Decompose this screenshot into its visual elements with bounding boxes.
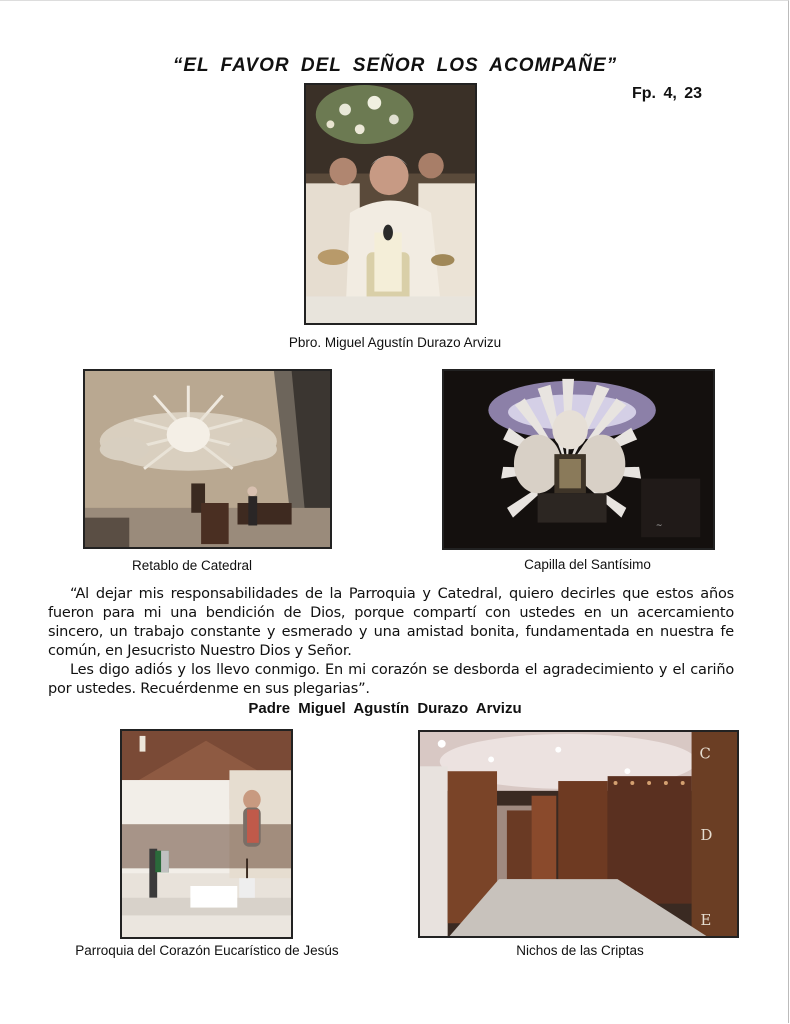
farewell-message — [48, 585, 734, 699]
chapel-photo-caption: Capilla del Santísimo — [524, 557, 651, 572]
crypt-letter-d: D — [700, 826, 713, 844]
signature: Padre Miguel Agustín Durazo Arvizu — [248, 700, 522, 717]
parish-photo — [120, 729, 293, 939]
message-paragraph-2: Les digo adiós y los llevo conmigo. En mi corazón se desborda el agradecimiento y el cariño por ustedes. Recuérdenme en sus plegarias”. — [48, 662, 734, 697]
crypt-letter-e: E — [700, 912, 712, 930]
parish-photo-caption: Parroquia del Corazón Eucarístico de Jesús — [75, 943, 339, 958]
svg-text:~: ~ — [655, 520, 663, 530]
crypt-letter-c: C — [699, 745, 711, 763]
altarpiece-photo — [83, 369, 332, 549]
priest-photo-caption: Pbro. Miguel Agustín Durazo Arvizu — [288, 335, 502, 350]
message-paragraph-1: “Al dejar mis responsabilidades de la Parroquia y Catedral, quiero decirles que estos años fueron para mi una bendición de Dios, porque compartí con ustedes en un acercamiento sincero, un trabajo constante y esmerado y una amistad bonita, fundamentada en nuestra fe común, en Jesucristo Nuestro Dios y Señor. — [48, 586, 734, 659]
bible-reference: Fp. 4, 23 — [632, 85, 703, 102]
crypts-photo — [418, 730, 739, 938]
crypts-photo-caption: Nichos de las Criptas — [516, 943, 644, 958]
altarpiece-photo-caption: Retablo de Catedral — [131, 558, 253, 573]
chapel-photo — [442, 369, 715, 550]
priest-photo — [304, 83, 477, 325]
page-title: “EL FAVOR DEL SEÑOR LOS ACOMPAÑE” — [172, 55, 618, 76]
